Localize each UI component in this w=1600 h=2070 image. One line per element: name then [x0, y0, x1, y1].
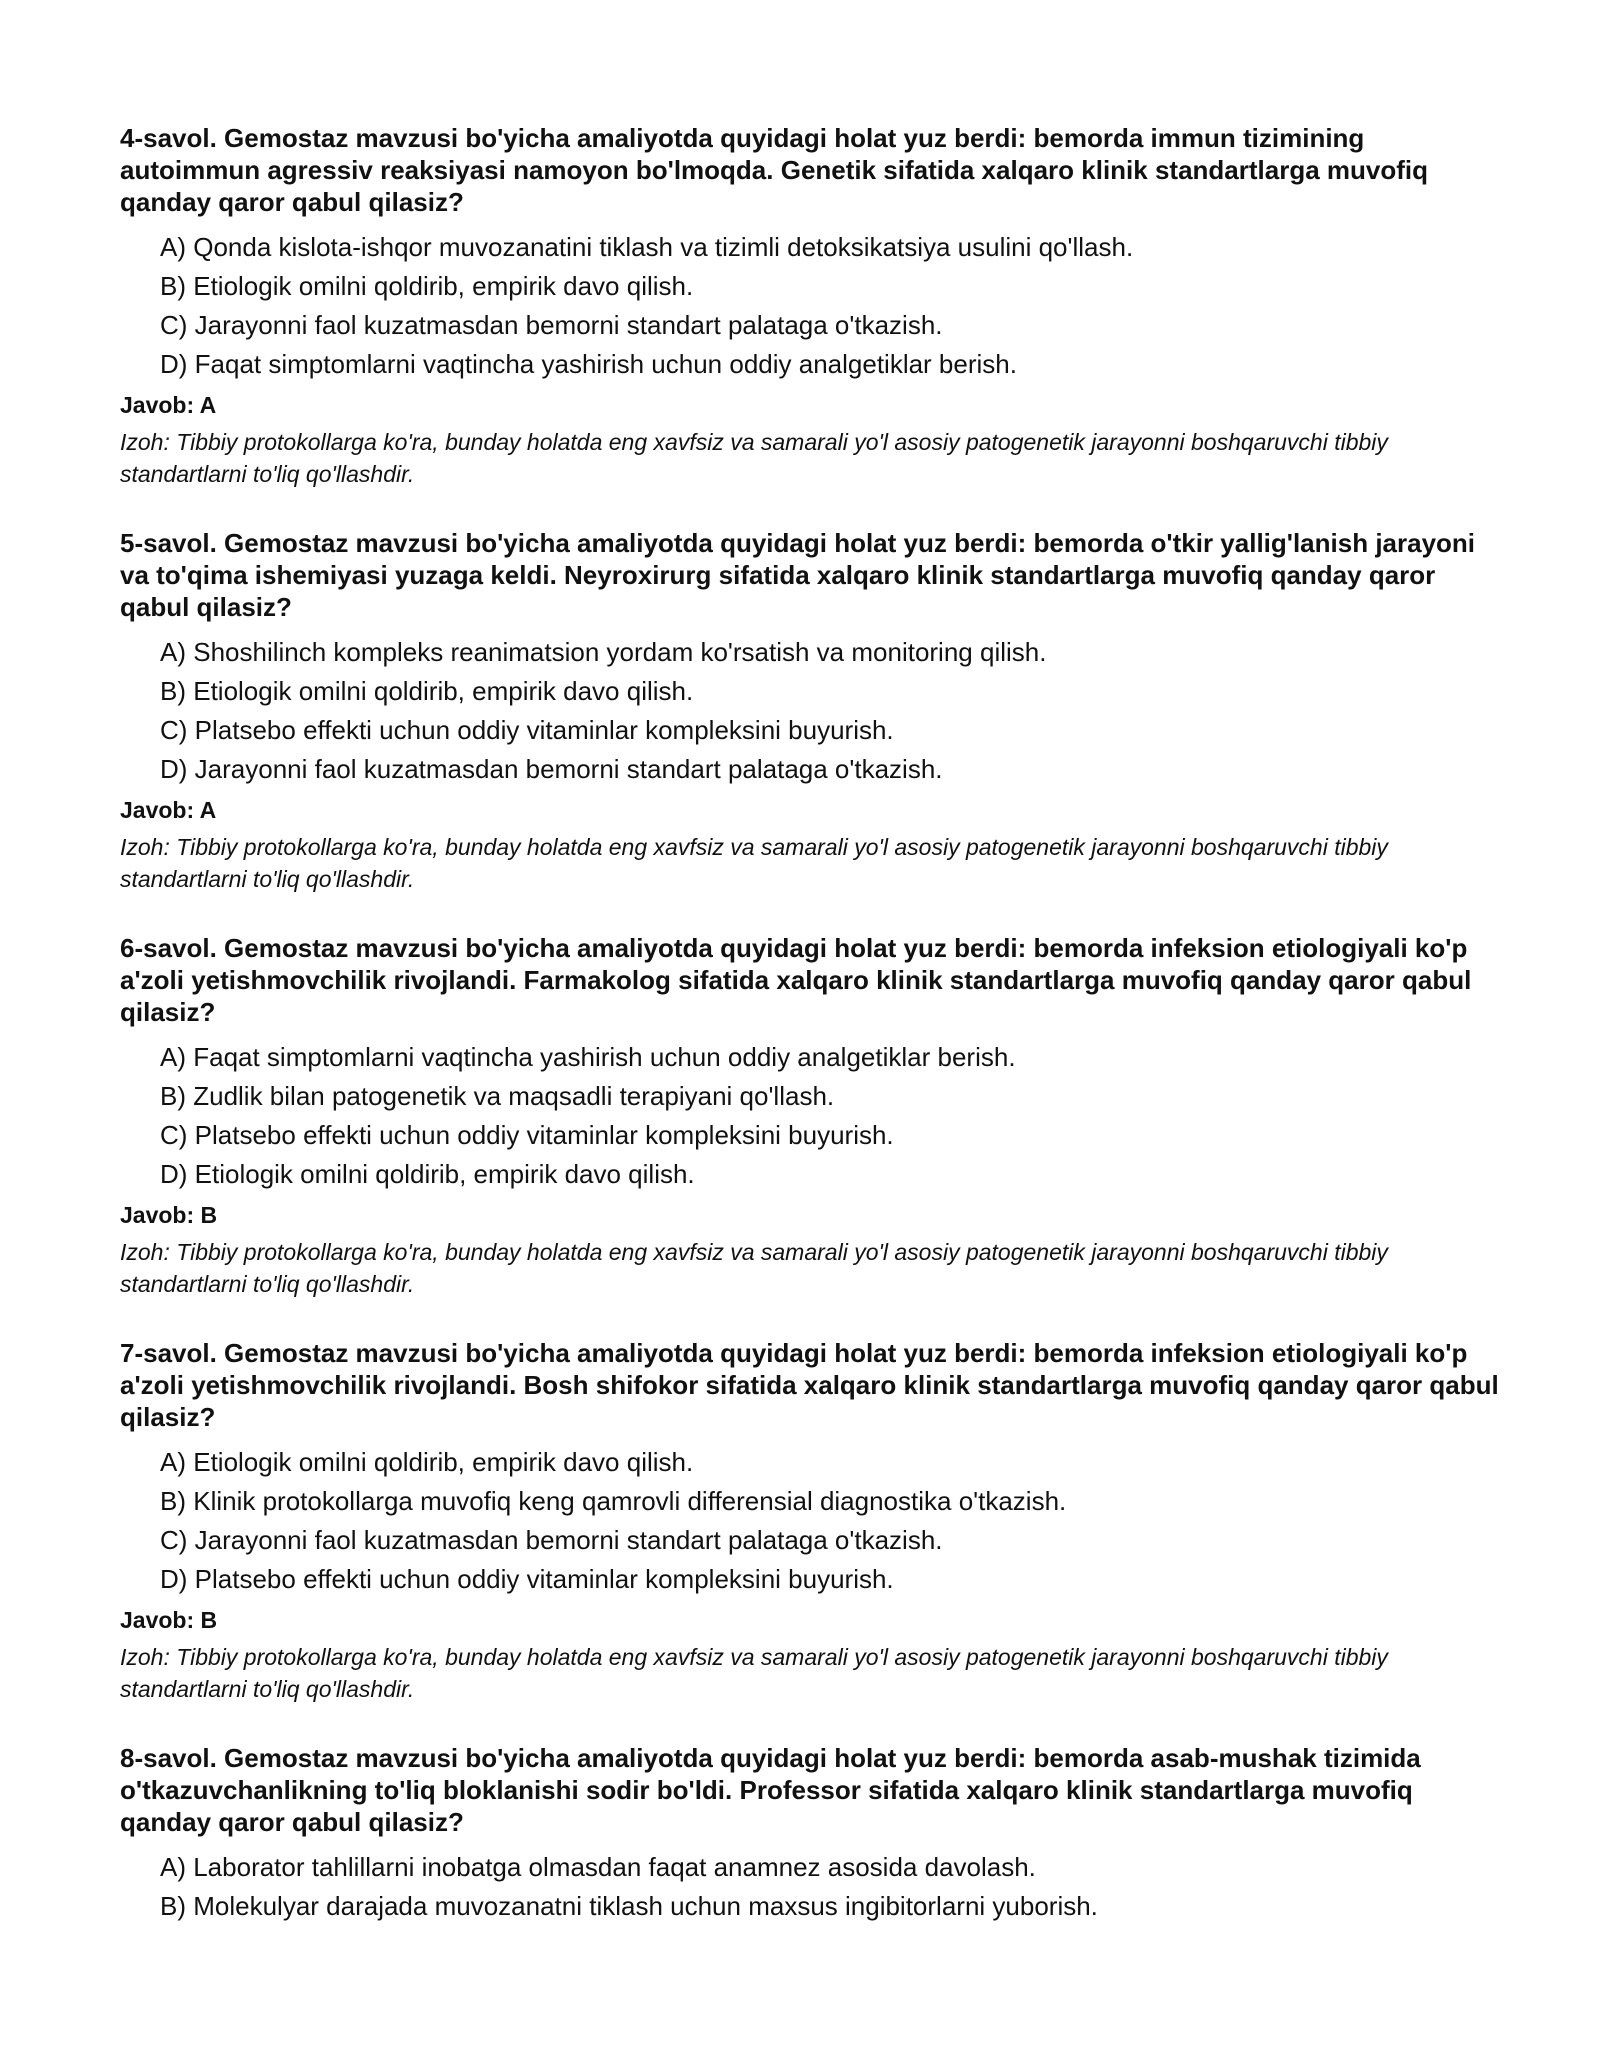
option-c: C) Jarayonni faol kuzatmasdan bemorni standart palataga o'tkazish. [160, 310, 943, 340]
question-title: 8-savol. Gemostaz mavzusi bo'yicha amaliyotda quyidagi holat yuz berdi: bemorda asab-mushak tizimida o'tkazuvchanlikning to'liq bloklanishi sodir bo'ldi. Professor sifatida xalqaro klinik standartlarga muvofiq qanday qaror qabul qilasiz? [120, 1743, 1421, 1837]
option-a: A) Laborator tahlillarni inobatga olmasdan faqat anamnez asosida davolash. [160, 1852, 1036, 1882]
question-7 [120, 1337, 1500, 1705]
option-list [120, 228, 1500, 384]
option-c: C) Jarayonni faol kuzatmasdan bemorni standart palataga o'tkazish. [160, 1525, 943, 1555]
option-b: B) Klinik protokollarga muvofiq keng qamrovli differensial diagnostika o'tkazish. [160, 1486, 1067, 1516]
option-b: B) Zudlik bilan patogenetik va maqsadli terapiyani qo'llash. [160, 1081, 835, 1111]
explanation-note: Izoh: Tibbiy protokollarga ko'ra, bunday holatda eng xavfsiz va samarali yo'l asosiy patogenetik jarayonni boshqaruvchi tibbiy standartlarni to'liq qo'llashdir. [120, 1239, 1388, 1297]
option-b: B) Molekulyar darajada muvozanatni tiklash uchun maxsus ingibitorlarni yuborish. [160, 1891, 1098, 1921]
question-4 [120, 122, 1500, 490]
explanation-note: Izoh: Tibbiy protokollarga ko'ra, bunday holatda eng xavfsiz va samarali yo'l asosiy patogenetik jarayonni boshqaruvchi tibbiy standartlarni to'liq qo'llashdir. [120, 429, 1388, 487]
question-title: 5-savol. Gemostaz mavzusi bo'yicha amaliyotda quyidagi holat yuz berdi: bemorda o'tkir yallig'lanish jarayoni va to'qima ishemiyasi yuzaga keldi. Neyroxirurg sifatida xalqaro klinik standartlarga muvofiq qanday qaror qabul qilasiz? [120, 528, 1476, 622]
option-b: B) Etiologik omilni qoldirib, empirik davo qilish. [160, 676, 694, 706]
question-title: 4-savol. Gemostaz mavzusi bo'yicha amaliyotda quyidagi holat yuz berdi: bemorda immun tizimining autoimmun agressiv reaksiyasi namoyon bo'lmoqda. Genetik sifatida xalqaro klinik standartlarga muvofiq qanday qaror qabul qilasiz? [120, 123, 1429, 217]
option-d: D) Jarayonni faol kuzatmasdan bemorni standart palataga o'tkazish. [160, 754, 943, 784]
question-title: 7-savol. Gemostaz mavzusi bo'yicha amaliyotda quyidagi holat yuz berdi: bemorda infeksion etiologiyali ko'p a'zoli yetishmovchilik rivojlandi. Bosh shifokor sifatida xalqaro klinik standartlarga muvofiq qanday qaror qabul qilasiz? [120, 1338, 1499, 1432]
option-list [120, 1848, 1500, 1926]
question-5 [120, 527, 1500, 895]
explanation-note: Izoh: Tibbiy protokollarga ko'ra, bunday holatda eng xavfsiz va samarali yo'l asosiy patogenetik jarayonni boshqaruvchi tibbiy standartlarni to'liq qo'llashdir. [120, 834, 1388, 892]
option-d: D) Platsebo effekti uchun oddiy vitaminlar kompleksini buyurish. [160, 1564, 894, 1594]
option-b: B) Etiologik omilni qoldirib, empirik davo qilish. [160, 271, 694, 301]
option-d: D) Etiologik omilni qoldirib, empirik davo qilish. [160, 1159, 695, 1189]
option-c: C) Platsebo effekti uchun oddiy vitaminlar kompleksini buyurish. [160, 1120, 894, 1150]
question-6 [120, 932, 1500, 1300]
answer: Javob: B [120, 1202, 218, 1228]
option-a: A) Etiologik omilni qoldirib, empirik davo qilish. [160, 1447, 694, 1477]
document-page [120, 122, 1500, 1963]
explanation-note: Izoh: Tibbiy protokollarga ko'ra, bunday holatda eng xavfsiz va samarali yo'l asosiy patogenetik jarayonni boshqaruvchi tibbiy standartlarni to'liq qo'llashdir. [120, 1644, 1388, 1702]
option-d: D) Faqat simptomlarni vaqtincha yashirish uchun oddiy analgetiklar berish. [160, 349, 1017, 379]
option-a: A) Faqat simptomlarni vaqtincha yashirish uchun oddiy analgetiklar berish. [160, 1042, 1016, 1072]
option-list [120, 1038, 1500, 1194]
option-list [120, 1443, 1500, 1599]
answer: Javob: B [120, 1607, 218, 1633]
answer: Javob: A [120, 797, 217, 823]
answer: Javob: A [120, 392, 217, 418]
option-a: A) Qonda kislota-ishqor muvozanatini tiklash va tizimli detoksikatsiya usulini qo'llash. [160, 232, 1134, 262]
question-title: 6-savol. Gemostaz mavzusi bo'yicha amaliyotda quyidagi holat yuz berdi: bemorda infeksion etiologiyali ko'p a'zoli yetishmovchilik rivojlandi. Farmakolog sifatida xalqaro klinik standartlarga muvofiq qanday qaror qabul qilasiz? [120, 933, 1472, 1027]
option-c: C) Platsebo effekti uchun oddiy vitaminlar kompleksini buyurish. [160, 715, 894, 745]
option-a: A) Shoshilinch kompleks reanimatsion yordam ko'rsatish va monitoring qilish. [160, 637, 1047, 667]
question-8 [120, 1742, 1500, 1926]
option-list [120, 633, 1500, 789]
